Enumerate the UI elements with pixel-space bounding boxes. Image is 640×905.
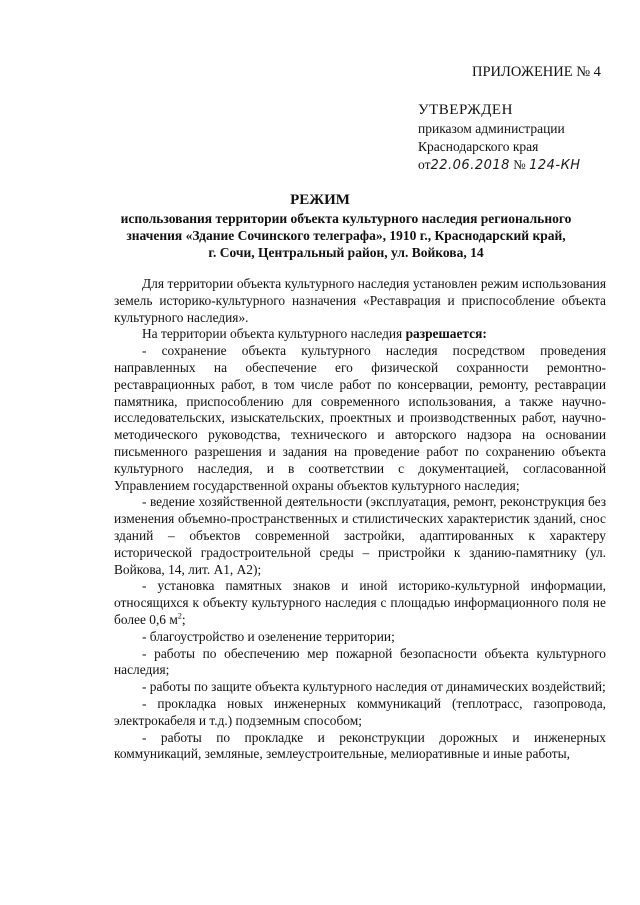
item3-end: ; <box>181 611 186 627</box>
annex-label: ПРИЛОЖЕНИЕ № 4 <box>472 64 601 80</box>
subtitle-line-2: значения «Здание Сочинского телеграфа», 1910 г., Краснодарский край, <box>126 228 566 243</box>
allowed-word: разрешается: <box>405 326 487 342</box>
list-item-dynamic-protection: - работы по защите объекта культурного наследия от динамических воздействий; <box>142 679 606 695</box>
intro-paragraph: Для территории объекта культурного наследия установлен режим использования земель историко-культурного назначения «Реставрация и приспособление объекта культурного наследия». <box>114 276 606 325</box>
list-item-landscaping: - благоустройство и озеленение территории; <box>142 628 395 644</box>
approved-word: УТВЕРЖДЕН <box>418 102 513 118</box>
approval-line-2: Краснодарского края <box>418 139 539 154</box>
subtitle-line-3: г. Сочи, Центральный район, ул. Войкова, 14 <box>208 245 484 260</box>
document-body <box>114 276 606 763</box>
list-item-memorial-signs <box>114 578 606 628</box>
list-item-conservation: - сохранение объекта культурного наследия посредством проведения направленных на обеспечение его физической сохранности ремонтно-реставрационных работ, в том числе работ по консервации, ремонту, реставрации памятника, приспособлению для современного использования, а также научно-исследовательских, изыскательских, проектных и производственных работ, научно-методического руководства, технического и авторского надзора на основании письменного разрешения и задания на проведение работ по сохранению объекта культурного наследия, и в соответствии с документацией, согласованной Управлением государственной охраны объектов культурного наследия; <box>114 343 606 493</box>
list-item-utilities: - прокладка новых инженерных коммуникаций (теплотрасс, газопровода, электрокабеля и т.д.) подземным способом; <box>114 695 606 728</box>
subtitle-line-1: использования территории объекта культурного наследия регионального <box>120 211 572 226</box>
list-item-road-works: - работы по прокладке и реконструкции дорожных и инженерных коммуникаций, земляные, землеустроительные, мелиоративные и иные работы, <box>114 729 606 762</box>
item3-text: - установка памятных знаков и иной историко-культурной информации, относящихся к объекту культурного наследия с площадью информационного поля не более 0,6 м <box>114 578 606 627</box>
order-prefix: от <box>418 157 431 172</box>
order-number-sign: № <box>513 157 526 172</box>
document-subtitle <box>84 210 608 261</box>
item3-superscript: 2 <box>177 611 182 621</box>
order-date: 22.06.2018 <box>430 158 510 173</box>
approval-block <box>418 101 630 175</box>
order-line <box>418 156 630 175</box>
order-number: 124-КН <box>529 158 581 173</box>
allowed-heading <box>114 326 606 343</box>
allowed-lead: На территории объекта культурного наследия <box>142 326 403 342</box>
list-item-fire-safety: - работы по обеспечению мер пожарной безопасности объекта культурного наследия; <box>114 645 606 678</box>
document-title: РЕЖИМ <box>290 192 350 208</box>
approval-line-1: приказом администрации <box>418 121 565 136</box>
list-item-economic-activity: - ведение хозяйственной деятельности (эксплуатация, ремонт, реконструкция без изменения объемно-пространственных и стилистических характеристик зданий, снос зданий – объектов современной застройки, адаптированных к характеру исторической градостроительной среды – пристройки к зданию-памятнику (ул. Войкова, 14, лит. А1, А2); <box>114 494 606 577</box>
